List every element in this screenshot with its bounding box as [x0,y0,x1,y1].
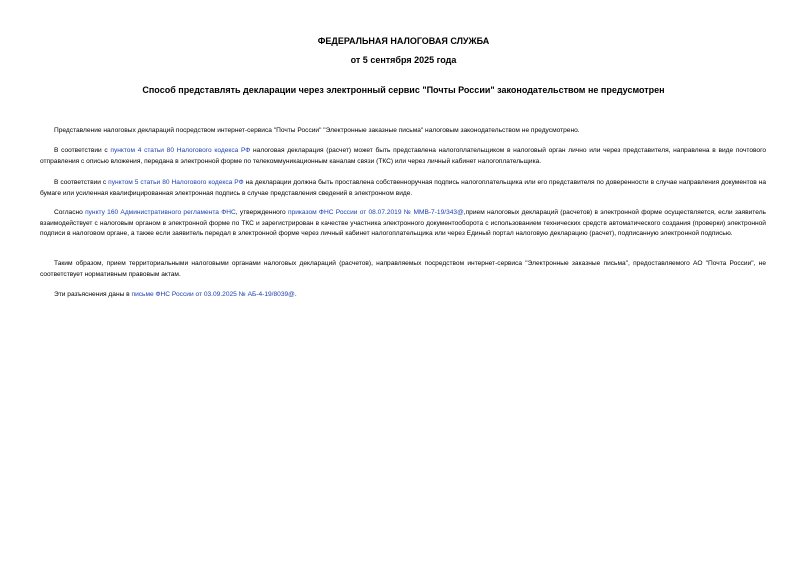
paragraph-1 [40,126,766,137]
document-date: от 5 сентября 2025 года [350,55,457,65]
paragraph-6-after: . [294,291,297,298]
paragraph-2-after: налоговая декларация (расчет) может быть представлена налогоплательщиком в налоговый орган лично или через представителя, направлена в виде почтового отправления с описью вложения, передана в электронной форме по телекоммуникационным каналам связи (ТКС) или через личный кабинет налогоплательщика. [40,147,767,165]
paragraph-3 [40,178,766,199]
paragraph-5 [40,259,766,280]
tax-code-art80-p4-link[interactable]: пунктом 4 статьи 80 Налогового кодекса РФ [110,147,251,154]
paragraph-4 [40,208,766,240]
paragraph-4-after: ,прием налоговых деклараций (расчетов) в электронной форме осуществляется, если заявитель взаимодействует с налоговым органом в электронной форме по ТКС и зарегистрирован в качестве участника электронного документооборота с использованием технических средств автоматического создания (проверки) электронной подписи в налоговом органе, а также если заявитель передал в электронной форме через личный кабинет налогоплательщика или через Единый портал налоговую декларацию (расчет), подписанную электронной подписью. [40,209,766,237]
admin-regulation-link[interactable]: пункту 160 Административного регламента ФНС [85,209,236,216]
paragraph-6-before: Эти разъяснения даны в [54,291,132,298]
paragraph-4-middle: , утвержденного [235,209,288,216]
tax-code-art80-p5-link[interactable]: пунктом 5 статьи 80 Налогового кодекса РФ [108,179,244,186]
agency-name: ФЕДЕРАЛЬНАЯ НАЛОГОВАЯ СЛУЖБА [317,36,490,46]
fns-order-link[interactable]: приказом ФНС России от 08.07.2019 № ММВ-7-19/343@ [287,209,464,216]
paragraph-3-before: В соответствии с [54,179,109,186]
paragraph-5-text: Таким образом, прием территориальными налоговыми органами налоговых деклараций (расчетов), направляемых посредством интернет-сервиса "Электронные заказные письма", предоставляемого АО "Почта России", не соответствует нормативным правовым актам. [40,260,766,278]
paragraph-4-before: Согласно [54,209,86,216]
paragraph-1-text: Представление налоговых деклараций посредством интернет-сервиса "Почты России" "Электронные заказные письма" налоговым законодательством не предусмотрено. [54,127,580,134]
paragraph-6 [40,290,766,301]
paragraph-2-before: В соответствии с [54,147,111,154]
paragraph-2 [40,146,766,167]
paragraph-3-after: на декларации должна быть проставлена собственноручная подпись налогоплательщика или его представителя по доверенности в случае направления документов на бумаге или усиленная квалифицированная электронная подпись в случае представления сведений в электронном виде. [40,179,767,197]
fns-letter-link[interactable]: письме ФНС России от 03.09.2025 № АБ-4-19/8039@ [131,291,295,298]
document-title: Способ представлять декларации через электронный сервис "Почты России" законодательством не предусмотрен [142,85,665,95]
